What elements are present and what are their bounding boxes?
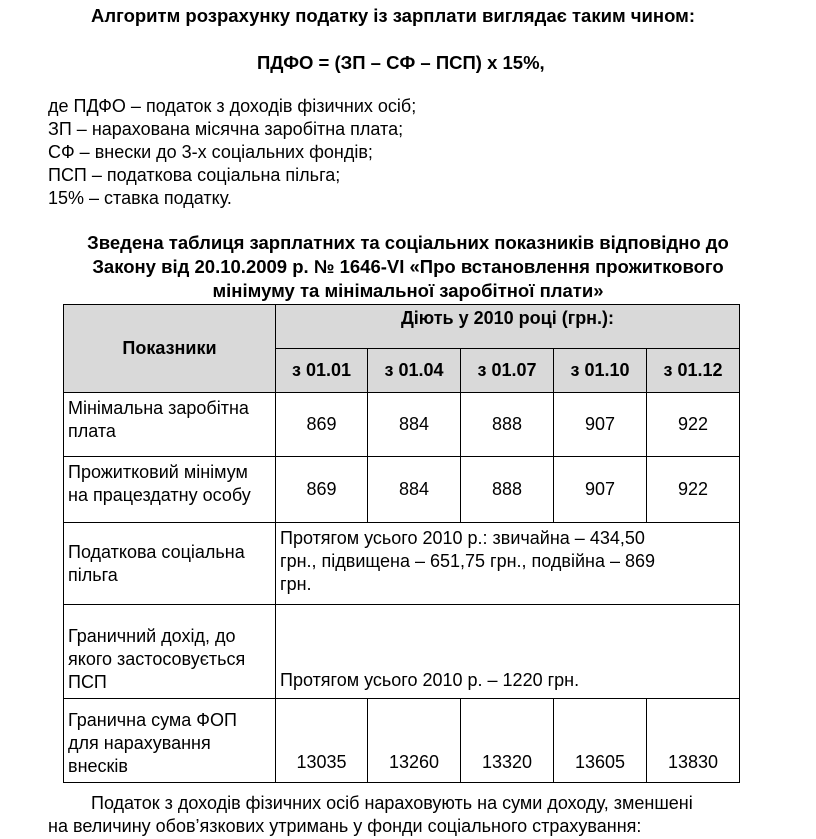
footer-line: Податок з доходів фізичних осіб нараховують на суми доходу, зменшені xyxy=(91,793,693,813)
definition-item: ЗП – нарахована місячна заробітна плата; xyxy=(48,119,404,139)
table-row xyxy=(64,699,740,783)
row-label: Прожитковий мінімум на працездатну особу xyxy=(64,457,276,523)
table-cell: 869 xyxy=(276,457,368,523)
table-cell: 13035 xyxy=(276,699,368,783)
row-label: Граничний дохід, до якого застосовується ПСП xyxy=(64,605,276,699)
table-cell: 922 xyxy=(647,457,740,523)
header-date: з 01.10 xyxy=(554,349,647,393)
table-cell-span: Протягом усього 2010 р.: звичайна – 434,50 грн., підвищена – 651,75 грн., подвійна – 869 грн. xyxy=(276,523,740,605)
table-cell: 888 xyxy=(461,457,554,523)
header-indicators: Показники xyxy=(64,305,276,393)
table-cell: 907 xyxy=(554,457,647,523)
row-label: Мінімальна заробітна плата xyxy=(64,393,276,457)
definition-item: ПСП – податкова соціальна пільга; xyxy=(48,165,341,185)
caption-line: мінімуму та мінімальної заробітної плати» xyxy=(212,280,604,301)
table-row xyxy=(64,605,740,699)
definition-item: де ПДФО – податок з доходів фізичних осіб; xyxy=(48,96,417,116)
table-cell: 907 xyxy=(554,393,647,457)
table-cell-span: Протягом усього 2010 р. – 1220 грн. xyxy=(276,605,740,699)
table-header-row xyxy=(64,305,740,349)
caption-line: Закону від 20.10.2009 р. № 1646-VI «Про встановлення прожиткового xyxy=(92,256,724,277)
row-label: Податкова соціальна пільга xyxy=(64,523,276,605)
table-cell: 13830 xyxy=(647,699,740,783)
table-row xyxy=(64,393,740,457)
header-date: з 01.04 xyxy=(368,349,461,393)
table-cell: 922 xyxy=(647,393,740,457)
footer-line: на величину обов’язкових утримань у фонди соціального страхування: xyxy=(48,816,642,836)
definition-item: СФ – внески до 3-х соціальних фондів; xyxy=(48,142,373,162)
definition-item: 15% – ставка податку. xyxy=(48,188,232,208)
formula: ПДФО = (ЗП – СФ – ПСП) х 15%, xyxy=(257,52,545,73)
table-row xyxy=(64,457,740,523)
table-cell: 869 xyxy=(276,393,368,457)
table-row xyxy=(64,523,740,605)
header-date: з 01.01 xyxy=(276,349,368,393)
table-cell: 884 xyxy=(368,457,461,523)
header-date: з 01.07 xyxy=(461,349,554,393)
header-period: Діють у 2010 році (грн.): xyxy=(276,305,740,349)
row-label: Гранична сума ФОП для нарахування внесків xyxy=(64,699,276,783)
table-cell: 13260 xyxy=(368,699,461,783)
caption-line: Зведена таблиця зарплатних та соціальних показників відповідно до xyxy=(87,232,729,253)
table-cell: 13605 xyxy=(554,699,647,783)
table-cell: 884 xyxy=(368,393,461,457)
indicators-table xyxy=(63,304,740,783)
header-date: з 01.12 xyxy=(647,349,740,393)
table-cell: 13320 xyxy=(461,699,554,783)
table-cell: 888 xyxy=(461,393,554,457)
heading: Алгоритм розрахунку податку із зарплати виглядає таким чином: xyxy=(91,5,695,26)
